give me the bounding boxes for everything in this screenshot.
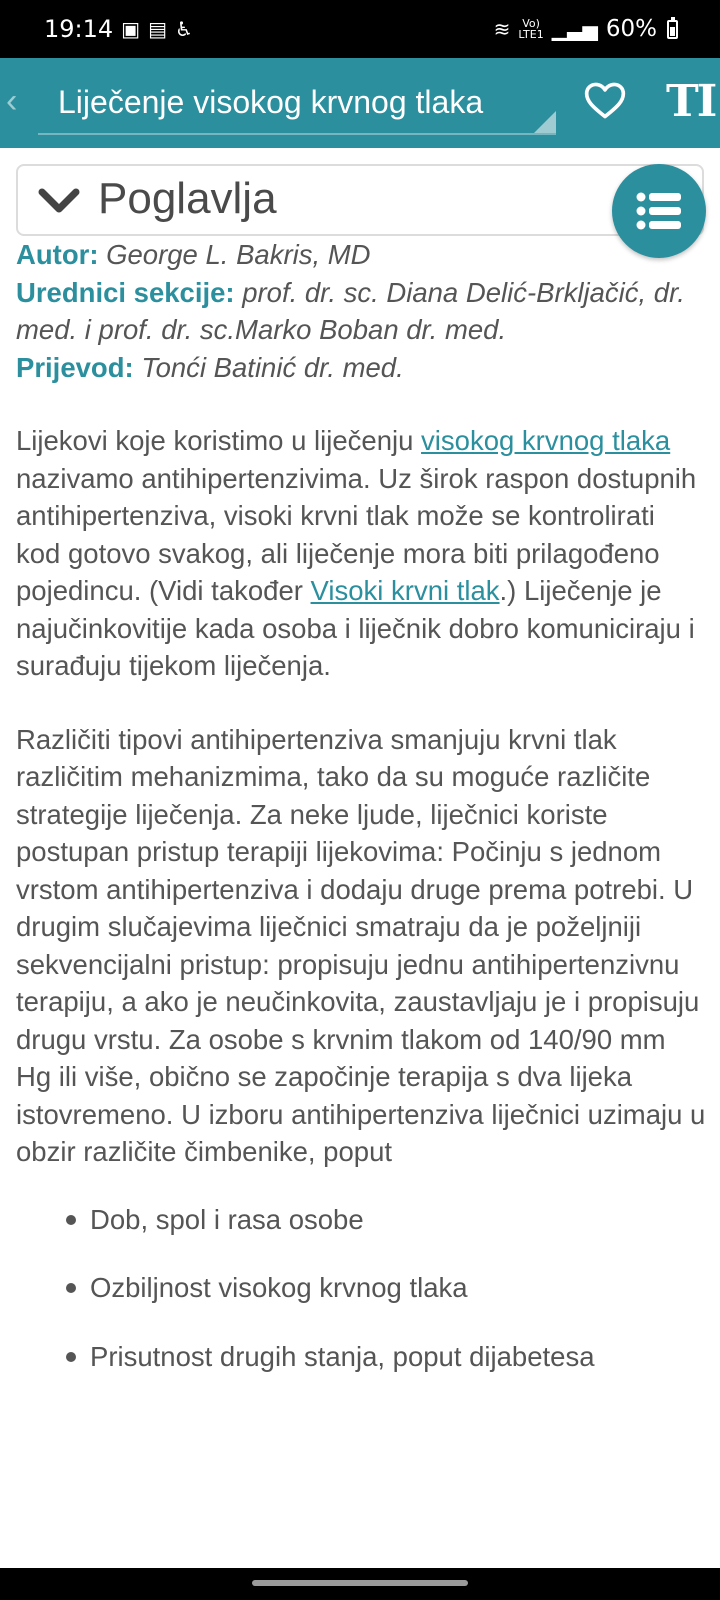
list-item: Ozbiljnost visokog krvnog tlaka [90, 1269, 706, 1307]
navigation-bar [0, 1568, 720, 1600]
paragraph-strategies: Različiti tipovi antihipertenziva smanjuju krvni tlak različitim mehanizmima, tako da su moguće različite strategije liječenja. Za neke ljude, liječnici koriste postupan pristup terapiji lijekovima: Počinju s jednom vrstom antihipertenziva i dodaju druge prema potrebi. U drugim slučajevima liječnici smatraju da je poželjniji sekvencijalni pristup: propisuju jednu antihipertenzivnu terapiju, a ako je neučinkovita, zaustavljaju je i propisuju drugu vrstu. Za osobe s krvnim tlakom od 140/90 mm Hg ili više, obično se započinje terapija s dva lijeka istovremeno. U izboru antihipertenziva liječnici uzimaju u obzir različite čimbenike, poput [16, 723, 706, 1167]
author-value: George L. Bakris, MD [106, 239, 371, 270]
page-title[interactable]: Liječenje visokog krvnog tlaka [58, 84, 484, 120]
paragraph-intro [16, 422, 706, 685]
text-size-button[interactable]: TI [666, 76, 716, 127]
editors-label: Urednici sekcije: [16, 276, 235, 308]
paragraph-text: Lijekovi koje koristimo u liječenju [16, 425, 422, 456]
article-meta [16, 236, 706, 386]
status-left [44, 15, 193, 43]
link-high-blood-pressure-treatment[interactable]: visokog krvnog tlaka [421, 425, 671, 456]
list-item: Dob, spol i rasa osobe [90, 1201, 706, 1239]
author-label: Autor: [16, 239, 99, 270]
app-bar [0, 58, 720, 148]
status-right [494, 16, 678, 42]
chapters-label: Poglavlja [98, 174, 277, 223]
network-bottom: LTE1 [518, 28, 544, 41]
chevron-left-icon[interactable]: ‹ [6, 82, 18, 120]
paragraph-text: nazivamo antihipertenzivima. Uz širok raspon dostupnih antihipertenziva, visoki krvni tlak može se kontrolirati kod gotovo svakog, ali liječenje mora biti prilagođeno pojedincu. (Vidi također [16, 462, 697, 606]
dropdown-corner-icon [534, 111, 556, 133]
chapters-toggle[interactable] [16, 164, 704, 236]
accessibility-notification-icon: ♿ [174, 17, 193, 41]
list-item: Prisutnost drugih stanja, poput dijabetesa [90, 1338, 706, 1376]
battery-percent: 60% [605, 16, 657, 42]
translation-label: Prijevod: [16, 351, 134, 383]
list-icon [634, 186, 684, 236]
chevron-down-icon [38, 186, 80, 216]
translator-value: Tonći Batinić dr. med. [141, 351, 404, 383]
link-high-blood-pressure[interactable]: Visoki krvni tlak [310, 575, 500, 606]
gallery-notification-icon: ▣ [121, 17, 141, 41]
status-time: 19:14 [44, 15, 114, 43]
signal-icon: ▁▃▅ [551, 17, 598, 41]
factors-list [16, 1201, 706, 1376]
status-bar [0, 0, 720, 58]
app-notification-icon: ▤ [148, 17, 167, 41]
home-gesture-handle[interactable] [252, 1580, 468, 1586]
heart-outline-icon[interactable] [582, 78, 628, 122]
battery-icon [667, 20, 678, 39]
paragraph-text: .) Liječenje je najučinkovitije kada osoba i liječnik dobro komuniciraju i surađuju tijekom liječenja. [16, 575, 695, 681]
title-underline [38, 133, 556, 135]
network-top: Vo) [522, 17, 540, 30]
editors-value: prof. dr. sc. Diana Delić-Brkljačić, dr. med. i prof. dr. sc.Marko Boban dr. med. [16, 276, 685, 345]
wifi-icon: ≋ [493, 17, 511, 41]
network-indicator [518, 18, 543, 40]
article-content [16, 236, 706, 1406]
